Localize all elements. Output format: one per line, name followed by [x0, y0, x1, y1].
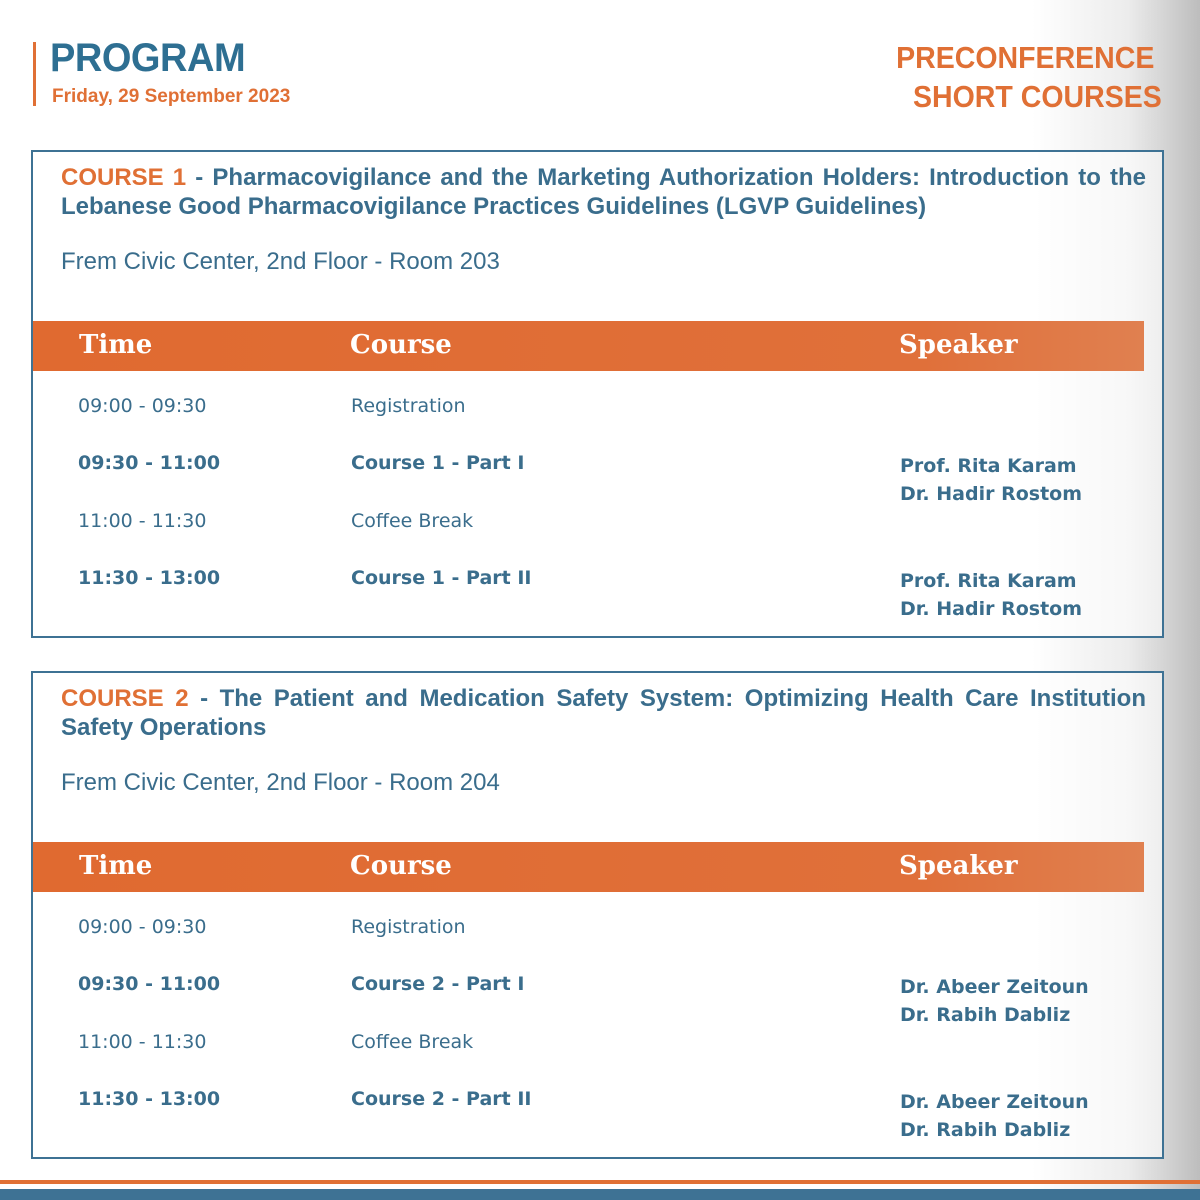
section-heading — [896, 38, 1162, 116]
row-speakers — [900, 567, 1082, 623]
table-row — [33, 395, 1144, 423]
course-1-label: COURSE 1 — [61, 164, 187, 191]
course-1-venue: Frem Civic Center, 2nd Floor - Room 203 — [61, 248, 500, 275]
footer-blue-stripe — [0, 1189, 1200, 1200]
row-time: 11:30 - 13:00 — [78, 1088, 221, 1110]
page-title: PROGRAM — [50, 36, 246, 80]
row-course: Coffee Break — [351, 1031, 474, 1053]
row-course: Registration — [351, 916, 466, 938]
header-accent-bar — [33, 42, 36, 106]
program-date: Friday, 29 September 2023 — [52, 86, 291, 107]
column-header-course: Course — [350, 330, 452, 360]
course-1-panel — [31, 150, 1164, 638]
column-header-speaker: Speaker — [899, 851, 1018, 881]
row-course: Course 2 - Part II — [351, 1088, 532, 1110]
speaker-name: Dr. Rabih Dabliz — [900, 1119, 1071, 1141]
row-course: Course 1 - Part I — [351, 452, 525, 474]
table-row — [33, 452, 1144, 505]
speaker-name: Dr. Abeer Zeitoun — [900, 976, 1089, 998]
row-course: Registration — [351, 395, 466, 417]
row-speakers — [900, 1088, 1089, 1144]
speaker-name: Dr. Rabih Dabliz — [900, 1004, 1071, 1026]
section-heading-line1: PRECONFERENCE — [896, 40, 1155, 75]
course-2-label: COURSE 2 — [61, 685, 189, 712]
speaker-name: Dr. Hadir Rostom — [900, 483, 1083, 505]
course-1-title — [61, 163, 1146, 221]
table-row — [33, 916, 1144, 944]
course-1-table-header — [33, 321, 1144, 371]
footer-orange-stripe — [0, 1180, 1200, 1184]
table-row — [33, 1088, 1144, 1141]
speaker-name: Dr. Hadir Rostom — [900, 598, 1083, 620]
column-header-course: Course — [350, 851, 452, 881]
course-2-title-text: - The Patient and Medication Safety System: Optimizing Health Care Institution Safety Operations — [61, 685, 1146, 741]
table-row — [33, 973, 1144, 1026]
row-course: Course 2 - Part I — [351, 973, 525, 995]
row-time: 09:30 - 11:00 — [78, 452, 221, 474]
row-time: 09:00 - 09:30 — [78, 916, 207, 938]
column-header-speaker: Speaker — [899, 330, 1018, 360]
course-2-panel — [31, 671, 1164, 1159]
row-course: Coffee Break — [351, 510, 474, 532]
row-speakers — [900, 973, 1089, 1029]
speaker-name: Prof. Rita Karam — [900, 570, 1077, 592]
row-time: 11:00 - 11:30 — [78, 1031, 207, 1053]
course-2-table-header — [33, 842, 1144, 892]
row-time: 11:00 - 11:30 — [78, 510, 207, 532]
course-2-title — [61, 684, 1146, 742]
section-heading-line2: SHORT COURSES — [913, 79, 1162, 114]
table-row — [33, 1031, 1144, 1059]
table-row — [33, 510, 1144, 538]
speaker-name: Dr. Abeer Zeitoun — [900, 1091, 1089, 1113]
row-speakers — [900, 452, 1082, 508]
column-header-time: Time — [79, 851, 153, 881]
row-course: Course 1 - Part II — [351, 567, 532, 589]
course-2-venue: Frem Civic Center, 2nd Floor - Room 204 — [61, 769, 500, 796]
column-header-time: Time — [79, 330, 153, 360]
speaker-name: Prof. Rita Karam — [900, 455, 1077, 477]
table-row — [33, 567, 1144, 620]
row-time: 11:30 - 13:00 — [78, 567, 221, 589]
row-time: 09:00 - 09:30 — [78, 395, 207, 417]
course-1-title-text: - Pharmacovigilance and the Marketing Authorization Holders: Introduction to the Lebanese Good Pharmacovigilance Practices Guidelines (LGVP Guidelines) — [61, 164, 1146, 220]
row-time: 09:30 - 11:00 — [78, 973, 221, 995]
